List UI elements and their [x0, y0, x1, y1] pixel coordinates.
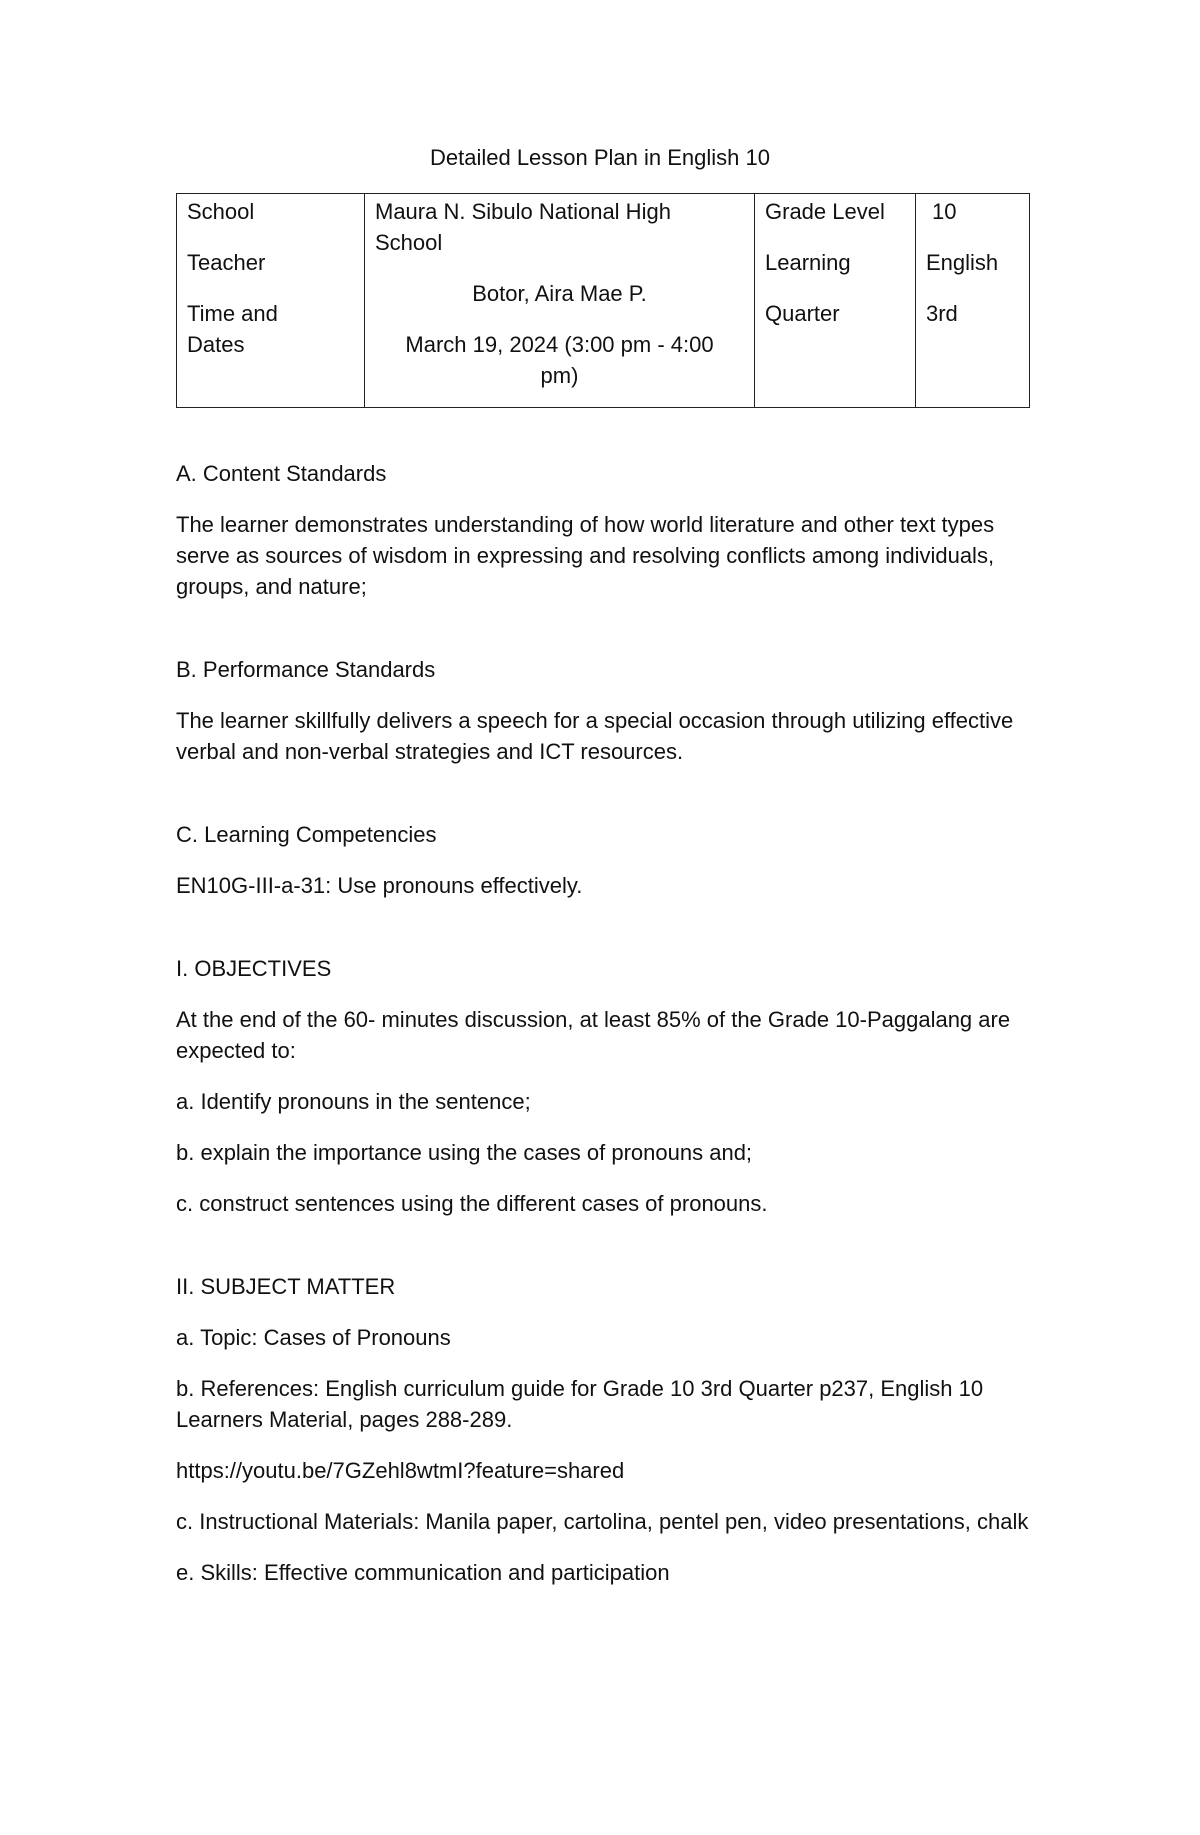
- school-label: School: [187, 199, 255, 224]
- grade-level-value: 10: [932, 199, 957, 224]
- page-title: Detailed Lesson Plan in English 10: [429, 145, 770, 170]
- content-standards-text: The learner demonstrates understanding of how world literature and other text types serve as sources of wisdom in expressing and resolving conflicts among individuals, groups, and nature;: [176, 512, 995, 599]
- label-column: [177, 194, 365, 408]
- objective-item: b. explain the importance using the cases of pronouns and;: [176, 1140, 753, 1165]
- time-label-line1: Time and: [187, 301, 278, 326]
- teacher-value: Botor, Aira Mae P.: [472, 281, 647, 306]
- subject-matter-heading: II. SUBJECT MATTER: [176, 1274, 396, 1299]
- reference-link[interactable]: https://youtu.be/7GZehl8wtmI?feature=shared: [176, 1458, 625, 1483]
- subject-materials: c. Instructional Materials: Manila paper, cartolina, pentel pen, video presentations, chalk: [176, 1509, 1029, 1534]
- learning-value: English: [926, 250, 999, 275]
- label-column-right: [755, 194, 916, 408]
- objective-item: c. construct sentences using the different cases of pronouns.: [176, 1191, 768, 1216]
- objective-item: a. Identify pronouns in the sentence;: [176, 1089, 531, 1114]
- performance-standards-heading: B. Performance Standards: [176, 657, 436, 682]
- performance-standards-text: The learner skillfully delivers a speech for a special occasion through utilizing effective verbal and non-verbal strategies and ICT resources.: [176, 708, 1014, 764]
- value-column-right: [916, 194, 1030, 408]
- objectives-intro: At the end of the 60- minutes discussion, at least 85% of the Grade 10-Paggalang are expected to:: [176, 1007, 1011, 1063]
- table-row: [177, 194, 1030, 408]
- subject-references: b. References: English curriculum guide for Grade 10 3rd Quarter p237, English 10 Learners Material, pages 288-289.: [176, 1376, 984, 1432]
- learning-label: Learning: [765, 250, 851, 275]
- school-value-line2: School: [375, 230, 443, 255]
- grade-level-label: Grade Level: [765, 199, 885, 224]
- time-label-line2: Dates: [187, 332, 245, 357]
- value-column: [365, 194, 755, 408]
- quarter-label: Quarter: [765, 301, 840, 326]
- teacher-label: Teacher: [187, 250, 266, 275]
- subject-skills: e. Skills: Effective communication and participation: [176, 1560, 670, 1585]
- quarter-value: 3rd: [926, 301, 958, 326]
- subject-topic: a. Topic: Cases of Pronouns: [176, 1325, 451, 1350]
- learning-competencies-text: EN10G-III-a-31: Use pronouns effectively.: [176, 873, 583, 898]
- school-value-line1: Maura N. Sibulo National High: [375, 199, 671, 224]
- date-value-line2: pm): [540, 363, 579, 388]
- date-value-line1: March 19, 2024 (3:00 pm - 4:00: [405, 332, 714, 357]
- content-standards-heading: A. Content Standards: [176, 461, 387, 486]
- objectives-heading: I. OBJECTIVES: [176, 956, 332, 981]
- learning-competencies-heading: C. Learning Competencies: [176, 822, 437, 847]
- lesson-info-table: [176, 193, 1030, 408]
- lesson-body: [176, 458, 1036, 1608]
